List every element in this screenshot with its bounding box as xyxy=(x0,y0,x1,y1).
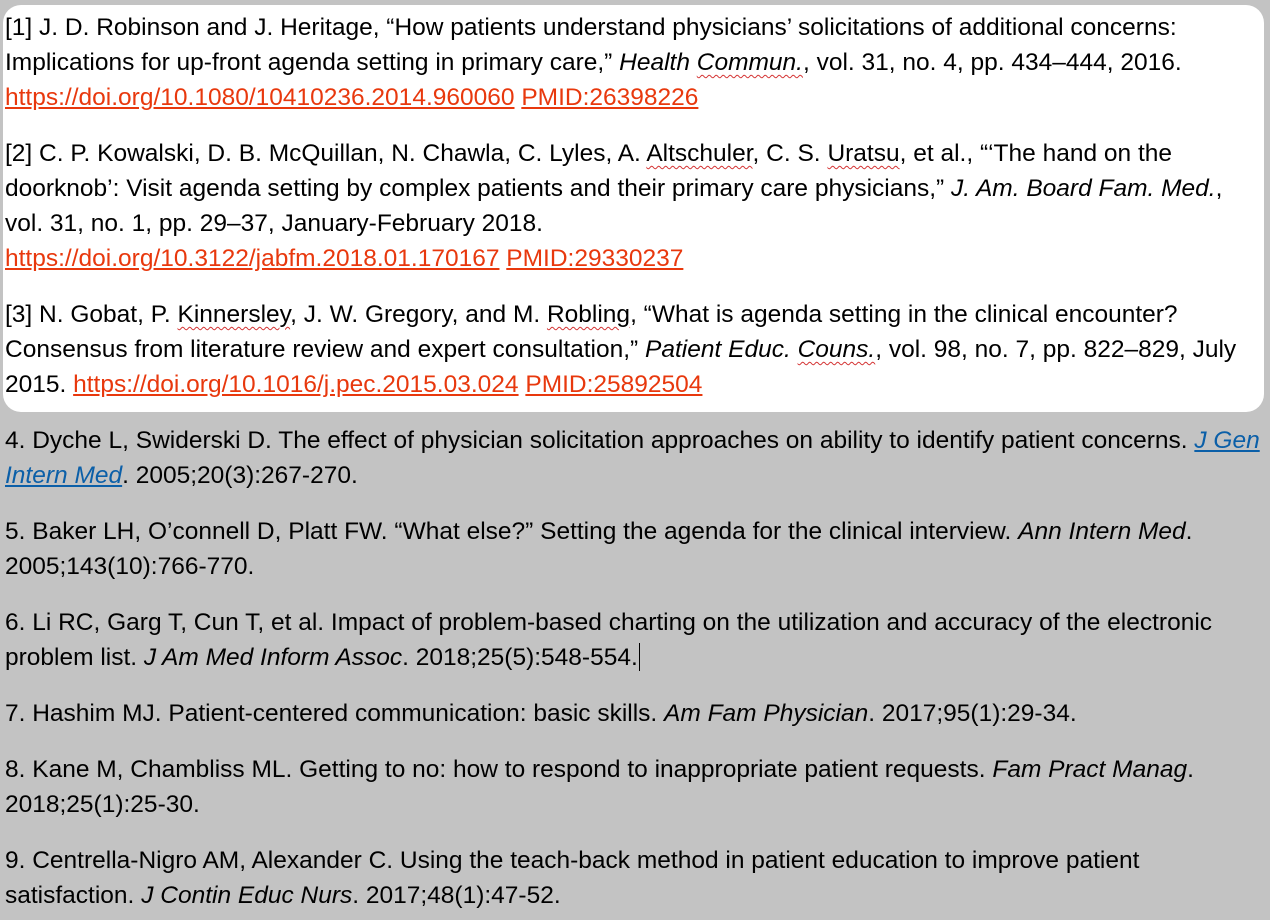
ref-7-details: . 2017;95(1):29-34. xyxy=(868,700,1077,727)
ref-8-journal: Fam Pract Manag xyxy=(992,756,1188,783)
ref-2-pmid-link[interactable]: PMID:29330237 xyxy=(506,245,684,272)
ref-7-journal: Am Fam Physician xyxy=(664,700,869,727)
ref-9-details: . 2017;48(1):47-52. xyxy=(352,882,561,909)
ref-1-details: , vol. 31, no. 4, pp. 434–444, 2016. xyxy=(802,49,1182,76)
reference-8 xyxy=(5,752,1267,822)
ref-5-journal: Ann Intern Med xyxy=(1018,518,1186,545)
reference-4 xyxy=(5,423,1267,493)
ref-7-text: 7. Hashim MJ. Patient-centered communication: basic skills. xyxy=(5,700,665,727)
reference-7 xyxy=(5,696,1267,731)
ref-3-text: [3] N. Gobat, P. xyxy=(5,301,178,328)
ref-1-pmid-link[interactable]: PMID:26398226 xyxy=(521,84,699,111)
ref-8-details: . 2018;25(1):25-30. xyxy=(5,756,1194,818)
ref-4-journal-link[interactable]: J Gen Intern Med xyxy=(5,427,1260,489)
ref-6-text: 6. Li RC, Garg T, Cun T, et al. Impact of problem-based charting on the utilization and accuracy of the electronic problem list. xyxy=(5,609,1213,671)
text-cursor xyxy=(639,643,640,671)
spellcheck-flag: Uratsu xyxy=(827,140,900,167)
ref-2-doi-link[interactable]: https://doi.org/10.3122/jabfm.2018.01.170167 xyxy=(5,245,500,272)
ref-3-details: , vol. 98, no. 7, pp. 822–829, July 2015. xyxy=(5,336,1237,398)
ref-5-text: 5. Baker LH, O’connell D, Platt FW. “What else?” Setting the agenda for the clinical interview. xyxy=(5,518,1019,545)
reference-1 xyxy=(5,10,1267,115)
ref-3-journal: Patient Educ. Couns. xyxy=(645,336,876,363)
ref-9-text: 9. Centrella-Nigro AM, Alexander C. Using the teach-back method in patient education to improve patient satisfaction. xyxy=(5,847,1140,909)
ref-4-details: . 2005;20(3):267-270. xyxy=(122,462,358,489)
spellcheck-flag: Altschuler xyxy=(646,140,753,167)
ref-6-journal: J Am Med Inform Assoc xyxy=(143,644,403,671)
ref-2-details: , vol. 31, no. 1, pp. 29–37, January-February 2018. xyxy=(5,175,1223,237)
ref-8-text: 8. Kane M, Chambliss ML. Getting to no: how to respond to inappropriate patient requests. xyxy=(5,756,993,783)
ref-2-journal: J. Am. Board Fam. Med. xyxy=(951,175,1216,202)
spellcheck-flag: Commun. xyxy=(696,49,803,76)
ref-9-journal: J Contin Educ Nurs xyxy=(141,882,353,909)
reference-2: [2] C. P. Kowalski, D. B. McQuillan, N. Chawla, C. Lyles, A. Altschuler, C. S. Uratsu, et al., “‘The hand on the doorknob’: Visit agenda setting by complex patients and their primary care physicians,” J. Am. Board Fam. Med., vol. 31, no. 1, pp. 29–37, January-February 2018. https://doi.org/10.3122/jabfm.2018.01.170167 PMID:29330237 xyxy=(5,140,1223,272)
spellcheck-flag: Robling xyxy=(546,301,631,328)
ref-4-text: 4. Dyche L, Swiderski D. The effect of physician solicitation approaches on ability to identify patient concerns. xyxy=(5,427,1195,454)
reference-5 xyxy=(5,514,1267,584)
reference-3: [3] N. Gobat, P. Kinnersley, J. W. Gregory, and M. Robling, “What is agenda setting in the clinical encounter? Consensus from literature review and expert consultation,” Patient Educ. Couns., vol. 98, no. 7, pp. 822–829, July 2015. https://doi.org/10.1016/j.pec.2015.03.024 PMID:25892504 xyxy=(5,301,1237,398)
ref-2-text: [2] C. P. Kowalski, D. B. McQuillan, N. Chawla, C. Lyles, A. xyxy=(5,140,647,167)
spellcheck-flag: Couns. xyxy=(797,336,876,363)
ref-3-doi-link[interactable]: https://doi.org/10.1016/j.pec.2015.03.024 xyxy=(73,371,519,398)
ref-5-details: . 2005;143(10):766-770. xyxy=(5,518,1193,580)
ref-6-details: . 2018;25(5):548-554. xyxy=(402,644,638,671)
ref-1-doi-link[interactable]: https://doi.org/10.1080/10410236.2014.960060 xyxy=(5,84,515,111)
spellcheck-flag: Kinnersley xyxy=(177,301,291,328)
reference-9 xyxy=(5,843,1267,913)
reference-6 xyxy=(5,605,1267,675)
ref-1-journal: Health Commun. xyxy=(619,49,803,76)
ref-1-text: [1] J. D. Robinson and J. Heritage, “How patients understand physicians’ solicitations of additional concerns: Implications for up-front agenda setting in primary care,” xyxy=(5,14,1177,76)
ref-3-pmid-link[interactable]: PMID:25892504 xyxy=(525,371,703,398)
